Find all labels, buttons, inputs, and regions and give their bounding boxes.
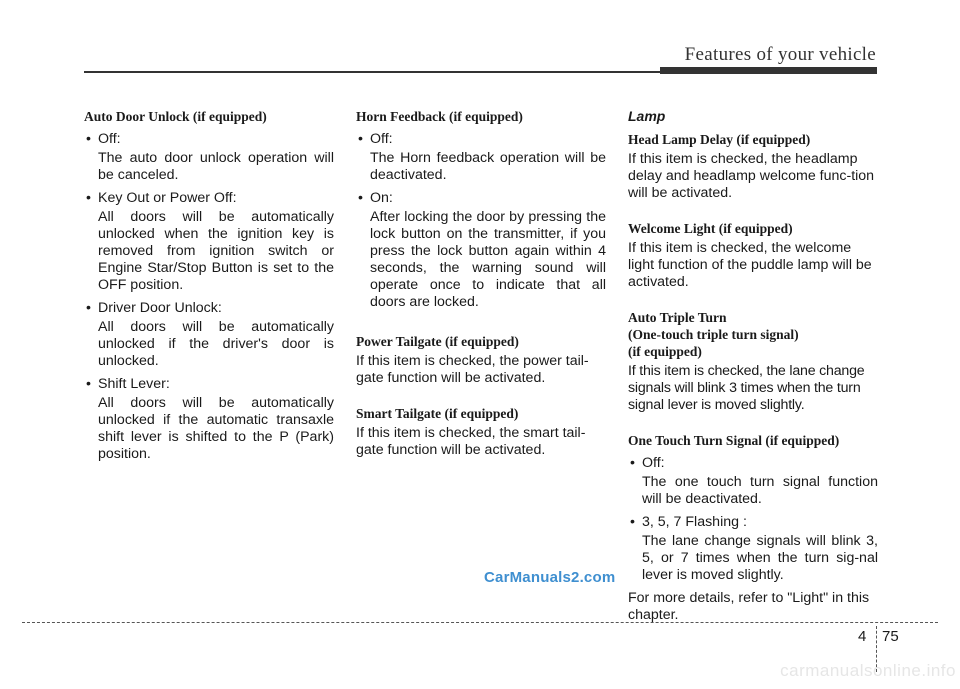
auto-triple-turn-equipped: (if equipped) bbox=[628, 344, 702, 359]
item-description: All doors will be automatically unlocked if the automatic transaxle shift lever is shifted to the P (Park) position. bbox=[98, 395, 334, 462]
item-description: The lane change signals will blink 3, 5, or 7 times when the turn sig-nal lever is moved slightly. bbox=[642, 533, 878, 583]
item-description: The Horn feedback operation will be deactivated. bbox=[370, 150, 606, 183]
spacer bbox=[628, 291, 878, 309]
list-item bbox=[84, 131, 334, 148]
bullet: • bbox=[630, 514, 635, 530]
bullet: • bbox=[358, 131, 363, 147]
item-label: Key Out or Power Off: bbox=[98, 190, 237, 206]
list-item bbox=[84, 190, 334, 207]
page-chapter-number: 4 bbox=[858, 628, 867, 645]
item-label: Driver Door Unlock: bbox=[98, 300, 222, 316]
section-header-title: Features of your vehicle bbox=[684, 44, 876, 65]
bullet: • bbox=[630, 455, 635, 471]
bullet: • bbox=[86, 376, 91, 392]
item-label: Off: bbox=[370, 131, 393, 147]
one-touch-turn-heading: One Touch Turn Signal (if equipped) bbox=[628, 433, 840, 448]
head-lamp-delay-text: If this item is checked, the headlamp delay and headlamp welcome func-tion will be activated. bbox=[628, 151, 875, 201]
spacer bbox=[356, 387, 606, 405]
power-tailgate-text: If this item is checked, the power tail-gate function will be activated. bbox=[356, 353, 589, 386]
welcome-light-text: If this item is checked, the welcome light function of the puddle lamp will be activated. bbox=[628, 240, 872, 290]
bullet: • bbox=[86, 190, 91, 206]
auto-triple-turn-text: If this item is checked, the lane change signals will blink 3 times when the turn signal lever is moved slightly. bbox=[628, 363, 865, 413]
lamp-section-heading: Lamp bbox=[628, 108, 666, 124]
bullet: • bbox=[86, 131, 91, 147]
list-item bbox=[356, 190, 606, 207]
item-label: Off: bbox=[642, 455, 665, 471]
watermark-link[interactable]: CarManuals2.com bbox=[484, 569, 616, 586]
list-item bbox=[84, 376, 334, 393]
item-description: The one touch turn signal function will be deactivated. bbox=[642, 474, 878, 507]
page-number: 75 bbox=[882, 628, 899, 645]
item-label: Off: bbox=[98, 131, 121, 147]
horn-feedback-heading: Horn Feedback (if equipped) bbox=[356, 109, 523, 124]
list-item bbox=[628, 455, 878, 472]
spacer bbox=[628, 414, 878, 432]
item-description: All doors will be automatically unlocked when the ignition key is removed from ignition switch or Engine Star/Stop Button is set to the OFF position. bbox=[98, 209, 334, 293]
header-rule-thick bbox=[660, 67, 877, 74]
item-description: All doors will be automatically unlocked if the driver's door is unlocked. bbox=[98, 319, 334, 369]
column-auto-door-unlock bbox=[84, 108, 334, 463]
item-label: On: bbox=[370, 190, 393, 206]
list-item bbox=[628, 514, 878, 531]
more-details-text: For more details, refer to "Light" in this chapter. bbox=[628, 590, 870, 623]
column-horn-tailgate bbox=[356, 108, 606, 459]
bullet: • bbox=[358, 190, 363, 206]
smart-tailgate-heading: Smart Tailgate (if equipped) bbox=[356, 406, 519, 421]
item-label: Shift Lever: bbox=[98, 376, 170, 392]
auto-triple-turn-heading: Auto Triple Turn bbox=[628, 310, 727, 325]
column-lamp bbox=[628, 108, 878, 624]
header-rule-thin bbox=[84, 71, 660, 73]
smart-tailgate-text: If this item is checked, the smart tail-gate function will be activated. bbox=[356, 425, 586, 458]
welcome-light-heading: Welcome Light (if equipped) bbox=[628, 221, 793, 236]
spacer bbox=[628, 202, 878, 220]
list-item bbox=[356, 131, 606, 148]
spacer bbox=[356, 311, 606, 333]
footer-site-watermark[interactable]: carmanualsonline.info bbox=[780, 661, 956, 680]
footer-dashed-line bbox=[22, 622, 938, 623]
item-description: After locking the door by pressing the lock button on the transmitter, if you press the lock button again within 4 seconds, the warning sound will operate once to indicate that all doors are locked. bbox=[370, 209, 606, 310]
item-description: The auto door unlock operation will be canceled. bbox=[98, 150, 334, 183]
auto-door-unlock-heading: Auto Door Unlock (if equipped) bbox=[84, 109, 267, 124]
bullet: • bbox=[86, 300, 91, 316]
power-tailgate-heading: Power Tailgate (if equipped) bbox=[356, 334, 519, 349]
head-lamp-delay-heading: Head Lamp Delay (if equipped) bbox=[628, 132, 811, 147]
auto-triple-turn-subheading: (One-touch triple turn signal) bbox=[628, 327, 799, 342]
item-label: 3, 5, 7 Flashing : bbox=[642, 514, 747, 530]
list-item bbox=[84, 300, 334, 317]
